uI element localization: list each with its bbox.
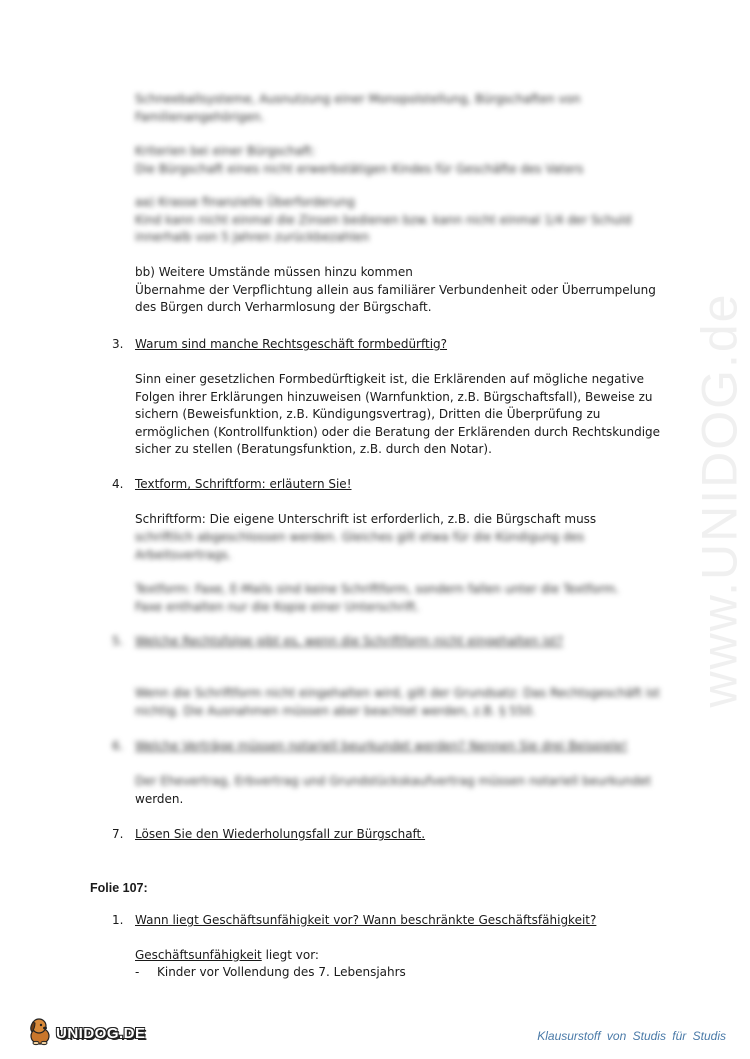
text-line: Kind kann nicht einmal die Zinsen bedienen bzw. kann nicht einmal 1/4 der Schuld <box>135 212 632 227</box>
question-5-heading: Welche Rechtsfolge gibt es, wenn die Schriftform nicht eingehalten ist? <box>135 634 564 648</box>
question-number: 5. <box>112 634 124 648</box>
section-heading: Folie 107: <box>90 881 148 895</box>
text-line: innerhalb von 5 Jahren zurückbezahlen <box>135 230 370 244</box>
text-line: Wenn die Schriftform nicht eingehalten wird, gilt der Grundsatz: Das Rechtsgeschäft ist <box>135 686 660 700</box>
question-7-heading: Lösen Sie den Wiederholungsfall zur Bürgschaft. <box>135 827 426 841</box>
text-line: sichern (Beweisfunktion, z.B. Kündigungsvertrag), Dritten die Überprüfung zu <box>135 407 601 421</box>
text-line: Die Bürgschaft eines nicht erwerbstätigen Kindes für Geschäfte des Vaters <box>135 161 584 176</box>
question-6-answer-blurred: Der Ehevertrag, Erbvertrag und Grundstückskaufvertrag müssen notariell beurkundet <box>135 774 652 788</box>
blurred-paragraph-2 <box>135 143 583 178</box>
question-5-answer <box>135 685 660 720</box>
blurred-paragraph-1 <box>135 91 581 126</box>
question-3-heading: Warum sind manche Rechtsgeschäft formbedürftig? <box>135 337 448 351</box>
question-3-answer <box>135 371 660 459</box>
text-line: nichtig. Die Ausnahmen müssen aber beachtet werden, z.B. § 550. <box>135 703 536 718</box>
text-line: bb) Weitere Umstände müssen hinzu kommen <box>135 265 413 279</box>
question-number: 3. <box>112 337 124 351</box>
text-line: Arbeitsvertrags. <box>135 547 232 562</box>
question-6-heading: Welche Verträge müssen notariell beurkundet werden? Nennen Sie drei Beispiele! <box>135 739 628 753</box>
list-item-text: Kinder vor Vollendung des 7. Lebensjahrs <box>157 965 406 979</box>
text-line: schriftlich abgeschlossen werden. Gleiches gilt etwa für die Kündigung des <box>135 530 585 544</box>
question-number: 4. <box>112 477 124 491</box>
text-line: Familienangehörigen. <box>135 109 265 124</box>
text-line: Faxe enthalten nur die Kopie einer Unterschrift. <box>135 599 420 614</box>
folie-question-1-heading: Wann liegt Geschäftsunfähigkeit vor? Wann beschränkte Geschäftsfähigkeit? <box>135 913 597 927</box>
bullet-dash: - <box>135 965 140 979</box>
text-line: Folgen ihrer Erklärungen hinzuweisen (Warnfunktion, z.B. Bürgschaftsfall), Beweise zu <box>135 389 653 404</box>
list-item <box>135 964 406 982</box>
paragraph-bb <box>135 264 656 317</box>
sub-heading-rest: liegt vor: <box>261 948 319 962</box>
question-6-answer-line: werden. <box>135 792 184 806</box>
text-line: Übernahme der Verpflichtung allein aus familiärer Verbundenheit oder Überrumpelung <box>135 282 656 297</box>
footer-tagline: Klausurstoff von Studis für Studis <box>537 1029 726 1043</box>
text-line: Schneeballsysteme, Ausnutzung einer Monopolstellung, Bürgschaften von <box>135 92 581 106</box>
sub-heading <box>135 947 319 965</box>
question-number: 7. <box>112 827 124 841</box>
dog-icon <box>26 1016 54 1052</box>
unidog-logo <box>26 1016 146 1052</box>
question-number: 1. <box>112 913 124 927</box>
text-line: des Bürgen durch Verharmlosung der Bürgschaft. <box>135 300 432 314</box>
question-4-answer-blurred <box>135 529 584 564</box>
watermark: www.UNIDOG.de <box>691 292 748 708</box>
logo-text: UNIDOG.DE <box>56 1025 146 1042</box>
question-4-answer-blurred-2 <box>135 581 619 616</box>
question-4-answer-line: Schriftform: Die eigene Unterschrift ist erforderlich, z.B. die Bürgschaft muss <box>135 512 597 526</box>
text-line: ermöglichen (Kontrollfunktion) oder die Beratung der Erklärenden durch Rechtskundige <box>135 424 661 439</box>
text-line: sicher zu stellen (Beratungsfunktion, z.B. durch den Notar). <box>135 442 492 456</box>
question-number: 6. <box>112 739 124 753</box>
text-line: aa) Krasse finanzielle Überforderung <box>135 195 355 209</box>
text-line: Sinn einer gesetzlichen Formbedürftigkeit ist, die Erklärenden auf mögliche negative <box>135 372 645 386</box>
text-line: Kriterien bei einer Bürgschaft: <box>135 144 316 158</box>
text-line: Textform: Faxe, E-Mails sind keine Schriftform, sondern fallen unter die Textform. <box>135 582 620 596</box>
question-4-heading: Textform, Schriftform: erläutern Sie! <box>135 477 352 491</box>
sub-heading-term: Geschäftsunfähigkeit <box>135 948 262 962</box>
blurred-paragraph-3 <box>135 194 631 247</box>
